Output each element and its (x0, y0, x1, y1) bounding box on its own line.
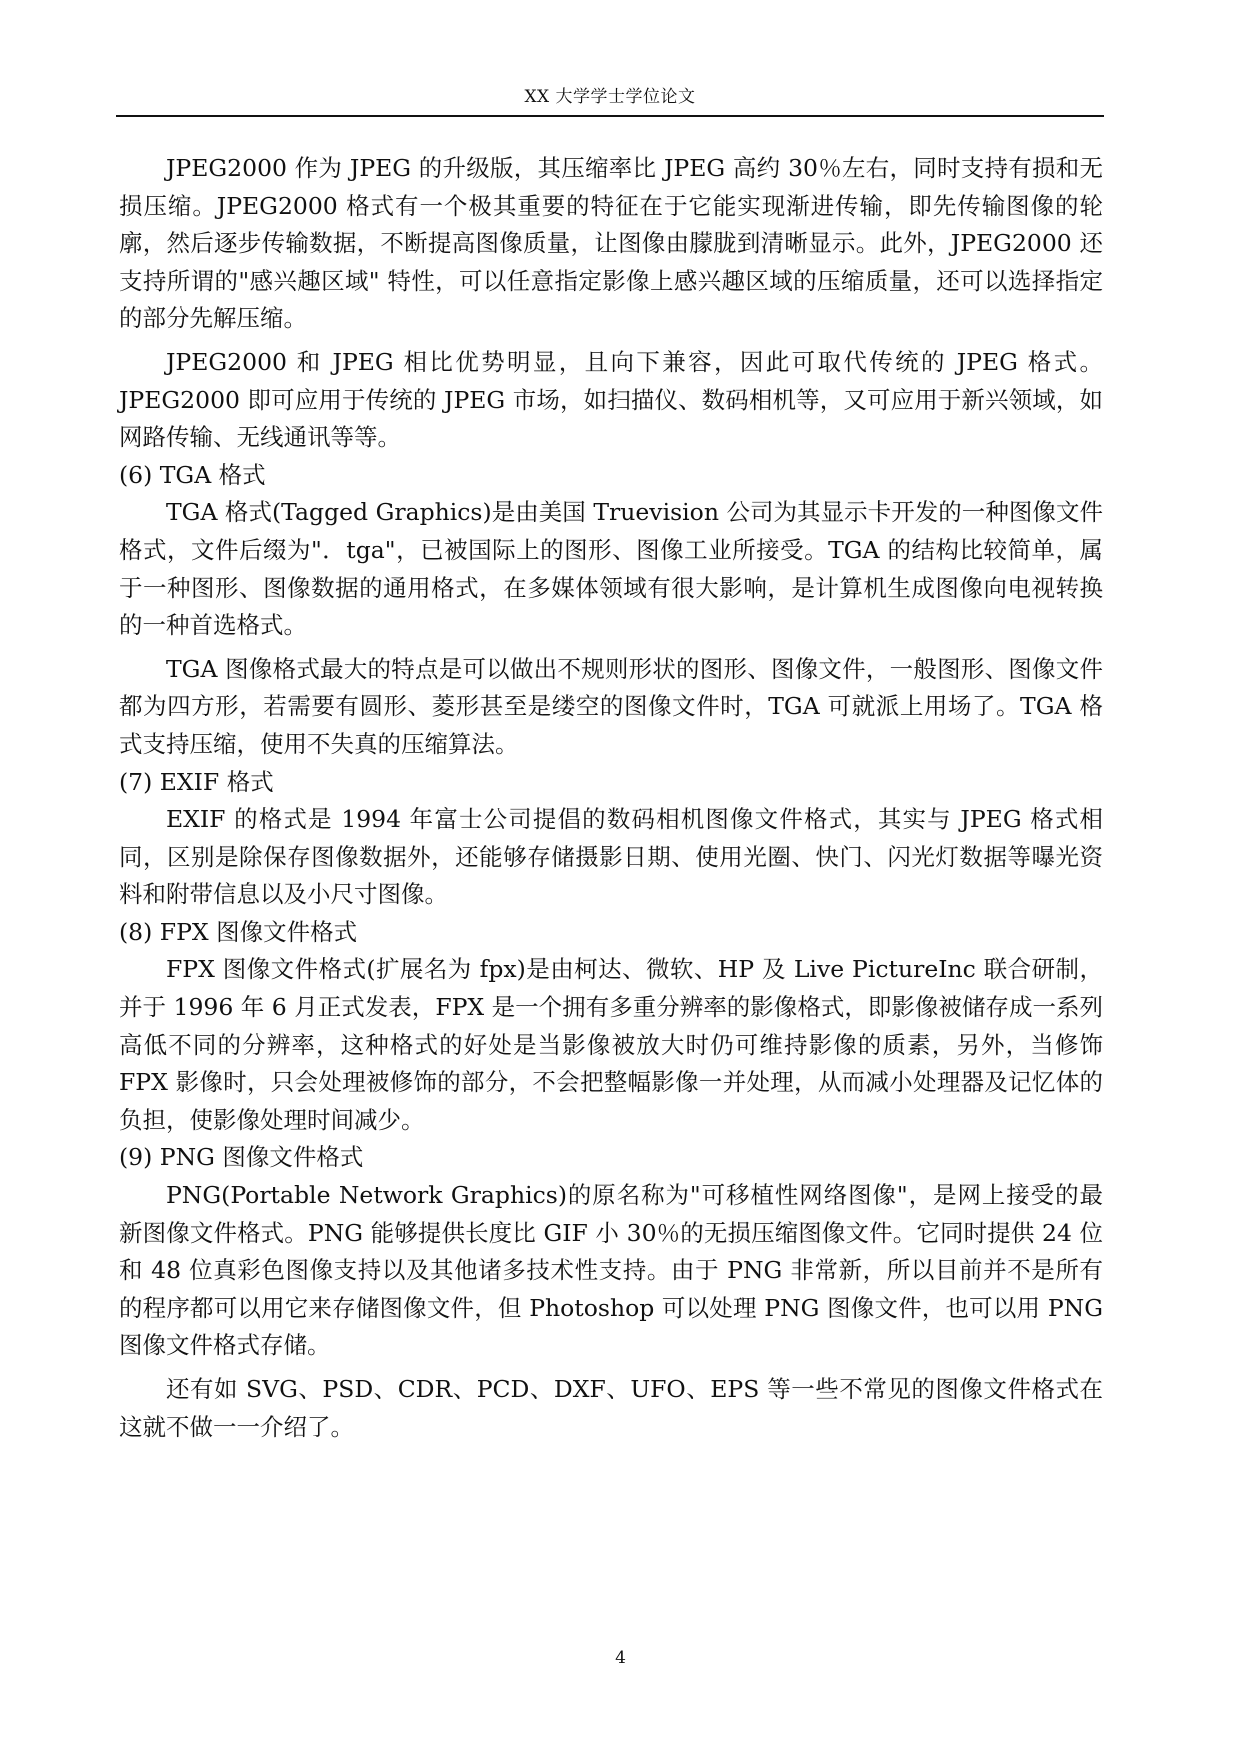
page-body (119, 150, 1103, 1446)
header-divider (116, 115, 1104, 117)
section-heading-tga: (6) TGA 格式 (119, 460, 266, 489)
paragraph-jpeg2000-advantages: JPEG2000 和 JPEG 相比优势明显，且向下兼容，因此可取代传统的 JPEG 格式。JPEG2000 即可应用于传统的 JPEG 市场，如扫描仪、数码相机等，又可应用于新兴领域，如网路传输、无线通讯等等。 (119, 347, 1103, 452)
paragraph-tga-features: TGA 图像格式最大的特点是可以做出不规则形状的图形、图像文件，一般图形、图像文件都为四方形，若需要有圆形、菱形甚至是缕空的图像文件时，TGA 可就派上用场了。TGA 格式支持压缩，使用不失真的压缩算法。 (119, 654, 1103, 758)
paragraph-exif: EXIF 的格式是 1994 年富士公司提倡的数码相机图像文件格式，其实与 JPEG 格式相同，区别是除保存图像数据外，还能够存储摄影日期、使用光圈、快门、闪光灯数据等曝光资料和附带信息以及小尺寸图像。 (119, 805, 1103, 909)
running-header: XX 大学学士学位论文 (524, 87, 696, 107)
section-heading-fpx: (8) FPX 图像文件格式 (119, 917, 358, 946)
paragraph-tga-intro: TGA 格式(Tagged Graphics)是由美国 Truevision 公司为其显示卡开发的一种图像文件格式，文件后缀为"．tga"，已被国际上的图形、图像工业所接受。TGA 的结构比较简单，属于一种图形、图像数据的通用格式，在多媒体领域有很大影响，是计算机生成图像向电视转换的一种首选格式。 (119, 498, 1103, 640)
page-number: 4 (615, 1648, 626, 1668)
section-heading-png: (9) PNG 图像文件格式 (119, 1143, 364, 1172)
paragraph-other-formats: 还有如 SVG、PSD、CDR、PCD、DXF、UFO、EPS 等一些不常见的图像文件格式在这就不做一一介绍了。 (119, 1375, 1103, 1441)
paragraph-png: PNG(Portable Network Graphics)的原名称为"可移植性网络图像"，是网上接受的最新图像文件格式。PNG 能够提供长度比 GIF 小 30％的无损压缩图像文件。它同时提供 24 位和 48 位真彩色图像支持以及其他诸多技术性支持。由于 PNG 非常新，所以目前并不是所有的程序都可以用它来存储图像文件，但 Photoshop 可以处理 PNG 图像文件，也可以用 PNG 图像文件格式存储。 (119, 1181, 1103, 1360)
paragraph-jpeg2000-intro: JPEG2000 作为 JPEG 的升级版，其压缩率比 JPEG 高约 30％左右，同时支持有损和无损压缩。JPEG2000 格式有一个极其重要的特征在于它能实现渐进传输，即先传输图像的轮廓，然后逐步传输数据，不断提高图像质量，让图像由朦胧到清晰显示。此外，JPEG2000 还支持所谓的"感兴趣区域" 特性，可以任意指定影像上感兴趣区域的压缩质量，还可以选择指定的部分先解压缩。 (119, 154, 1103, 333)
section-heading-exif: (7) EXIF 格式 (119, 767, 274, 796)
paragraph-fpx: FPX 图像文件格式(扩展名为 fpx)是由柯达、微软、HP 及 Live PictureInc 联合研制，并于 1996 年 6 月正式发表，FPX 是一个拥有多重分辨率的影像格式，即影像被储存成一系列高低不同的分辨率，这种格式的好处是当影像被放大时仍可维持影像的质素，另外，当修饰 FPX 影像时，只会处理被修饰的部分，不会把整幅影像一并处理，从而减小处理器及记忆体的负担，使影像处理时间减少。 (119, 955, 1103, 1134)
